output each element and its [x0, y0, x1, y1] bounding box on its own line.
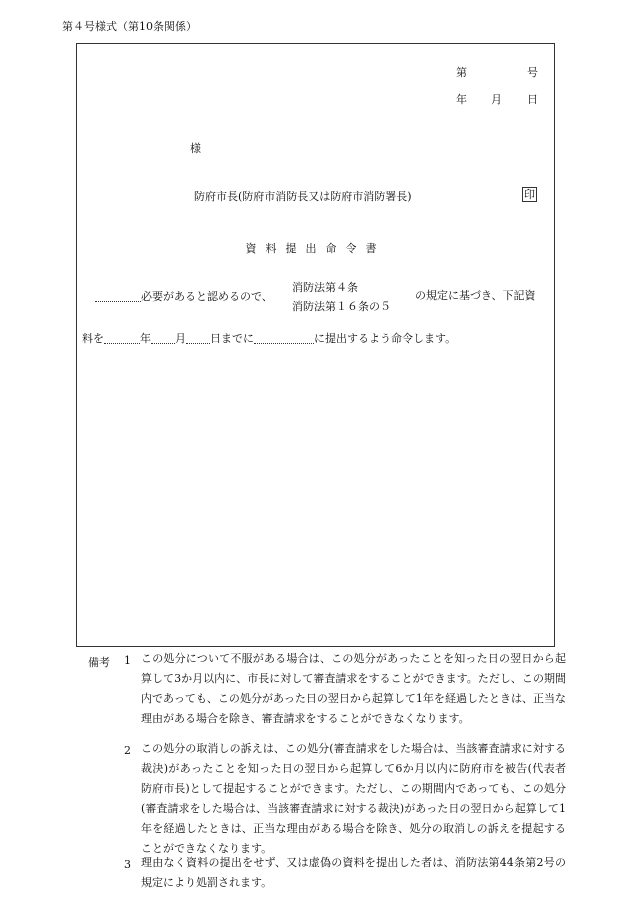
document-title: 資料提出命令書 — [245, 242, 386, 255]
seal-mark: 印 — [524, 188, 535, 201]
reason-blank — [95, 290, 141, 302]
document-number-gou: 号 — [527, 66, 538, 79]
submission-line — [82, 332, 456, 344]
remark-text: この処分について不服がある場合は、この処分があったことを知った日の翌日から起算して3か月以内に、市長に対して審査請求をすることができます。ただし、この期間内であっても、この処分があった日の翌日から起算して1年を経過したときは、正当な理由がある場合を除き、審査請求をすることができなくなります。 — [141, 652, 566, 725]
submit-tail: に提出するよう命令します。 — [314, 332, 457, 345]
date-month-label: 月 — [491, 93, 502, 106]
remark-number: 3 — [124, 858, 131, 871]
remark-text: この処分の取消しの訴えは、この処分(審査請求をした場合は、当該審査請求に対する裁決)があったことを知った日の翌日から起算して6か月以内に防府市を被告(代表者 防府市長)として提起することができます。ただし、この期間内であっても、この処分(審査請求をした場合は、当該審査請求に対する裁決)があった日の翌日から起算して1年を経過したときは、正当な理由がある場合を除き、処分の取消しの訴えを提起することができなくなります。 — [141, 742, 577, 855]
form-number-label: 第４号様式（第10条関係） — [62, 20, 197, 33]
law-option-2: 消防法第１６条の５ — [292, 300, 391, 313]
year-label: 年 — [140, 332, 151, 345]
addressee-honorific: 様 — [190, 142, 201, 155]
month-blank — [151, 332, 175, 344]
issuer-name: 防府市長(防府市消防長又は防府市消防署長) — [194, 190, 412, 203]
remark-number: 1 — [124, 654, 131, 667]
year-blank — [104, 332, 140, 344]
day-blank — [186, 332, 210, 344]
date-day-label: 日 — [527, 93, 538, 106]
reason-line — [95, 290, 273, 302]
law-tail: の規定に基づき、下記資 — [415, 289, 536, 302]
remark-number: 2 — [124, 744, 131, 757]
law-option-1: 消防法第４条 — [292, 281, 358, 294]
recipient-blank — [254, 332, 314, 344]
line2-start: 料を — [82, 332, 104, 345]
document-number-dai: 第 — [456, 66, 467, 79]
remarks-label: 備考 — [88, 656, 110, 669]
remark-text: 理由なく資料の提出をせず、又は虚偽の資料を提出した者は、消防法第44条第2号の規定により処罰されます。 — [141, 856, 566, 889]
day-until-label: 日までに — [210, 332, 254, 345]
date-year-label: 年 — [456, 93, 467, 106]
form-frame — [76, 43, 555, 647]
month-label: 月 — [175, 332, 186, 345]
reason-suffix: 必要があると認めるので、 — [141, 290, 273, 303]
